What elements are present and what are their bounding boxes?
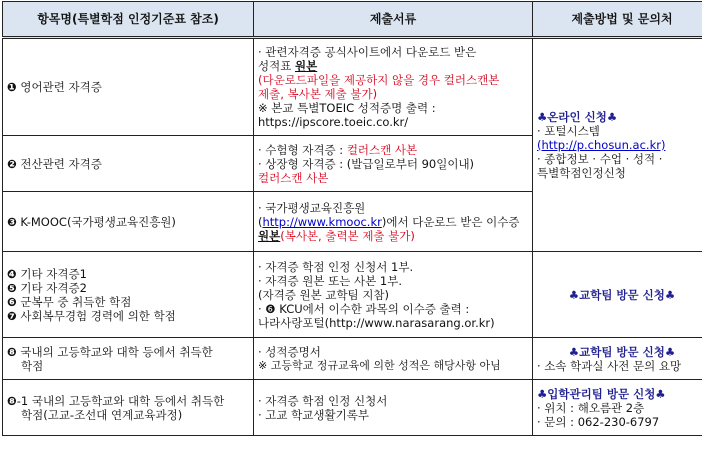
- method-line: · 위치 : 해오름관 2층: [537, 400, 645, 415]
- method-cell-admission: [533, 380, 702, 436]
- method-cell-office: [533, 252, 702, 338]
- item-label-cont: 학점(고교-조선대 연계교육과정): [21, 407, 183, 422]
- doc-line: · 국가평생교육진흥원: [258, 200, 366, 215]
- doc-line: · 고교 학교생활기록부: [258, 407, 369, 422]
- doc-line: ※ 본교 특별TOEIC 성적증명 출력 :: [258, 101, 436, 115]
- header-item-name: 항목명(특별학점 인정기준표 참조): [3, 2, 254, 38]
- method-line: · 소속 학과실 사전 문의 요망: [537, 358, 682, 373]
- item-label-cont: 학점: [21, 358, 44, 373]
- item-cell: [3, 338, 254, 380]
- docs-cell: [254, 252, 533, 338]
- doc-line: 성적표 원본: [258, 59, 318, 73]
- doc-note: 컬러스캔 사본: [258, 170, 329, 185]
- docs-cell: [254, 192, 533, 252]
- doc-line: · 상장형 자격증 : (발급일로부터 90일이내): [258, 156, 475, 171]
- table-row: [3, 252, 702, 338]
- table-header-row: [3, 2, 702, 38]
- item-cell: [3, 252, 254, 338]
- online-title: ♣온라인 신청♣: [537, 110, 618, 124]
- office-title: ♣교학팀 방문 신청♣: [568, 344, 676, 359]
- office-title: ♣교학팀 방문 신청♣: [568, 287, 676, 302]
- docs-cell: [254, 338, 533, 380]
- doc-line: · 자격증 원본 또는 사본 1부.: [258, 273, 402, 288]
- doc-line: · 자격증 학점 인정 신청서: [258, 393, 388, 408]
- method-line: 특별학점인정신청: [537, 166, 626, 180]
- admission-title: ♣입학관리팀 방문 신청♣: [537, 386, 666, 401]
- doc-line: · 수험형 자격증 : 컬러스캔 사본: [258, 142, 418, 157]
- doc-line: · ❻ KCU에서 이수한 과목의 이수증 출력 :: [258, 301, 470, 316]
- kmooc-link[interactable]: http://www.kmooc.kr: [262, 214, 382, 229]
- doc-line: · 관련자격증 공식사이트에서 다운로드 받은: [258, 45, 477, 59]
- narasarang-link[interactable]: 나라사랑포털(http://www.narasarang.or.kr): [258, 315, 495, 330]
- doc-line: · 성적증명서: [258, 344, 321, 359]
- docs-cell: [254, 380, 533, 436]
- item-label: ❸ K-MOOC(국가평생교육진흥원): [7, 214, 176, 229]
- item-label: ❺ 기타 자격증2: [7, 280, 87, 295]
- credit-table: [2, 1, 702, 436]
- item-cell: [3, 136, 254, 192]
- table-row: [3, 338, 702, 380]
- item-cell: [3, 380, 254, 436]
- item-label: ❽ 국내의 고등학교와 대학 등에서 취득한: [7, 344, 213, 359]
- toeic-url[interactable]: https://ipscore.toeic.co.kr/: [258, 115, 409, 129]
- item-label: ❶ 영어관련 자격증: [7, 80, 102, 94]
- header-method: 제출방법 및 문의처: [533, 2, 702, 38]
- method-line: · 포털시스템: [537, 124, 600, 138]
- item-cell: [3, 192, 254, 252]
- doc-note: (다운로드파일을 제공하지 않을 경우 컬러스캔본: [258, 73, 500, 87]
- item-label: ❼ 사회복무경험 경력에 의한 학점: [7, 308, 176, 323]
- doc-line: · 자격증 학점 인정 신청서 1부.: [258, 259, 414, 274]
- item-cell: [3, 38, 254, 136]
- doc-line: 원본(복사본, 출력본 제출 불가): [258, 228, 415, 243]
- table-row: [3, 380, 702, 436]
- doc-line: (http://www.kmooc.kr)에서 다운로드 받은 이수증: [258, 214, 520, 229]
- item-label: ❽-1 국내의 고등학교와 대학 등에서 취득한: [7, 393, 225, 408]
- docs-cell: [254, 136, 533, 192]
- doc-line: (자격증 원본 교학팀 지참): [258, 287, 390, 302]
- portal-link[interactable]: (http://p.chosun.ac.kr): [537, 138, 666, 152]
- method-line: · 종합정보 · 수업 · 성적 ·: [537, 152, 663, 166]
- docs-cell: [254, 38, 533, 136]
- item-label: ❷ 전산관련 자격증: [7, 156, 102, 171]
- method-cell-online: [533, 38, 702, 252]
- item-label: ❹ 기타 자격증1: [7, 266, 87, 281]
- doc-note: 제출, 복사본 제출 불가): [258, 87, 378, 101]
- item-label: ❻ 군복무 중 취득한 학점: [7, 294, 132, 309]
- method-cell-office2: [533, 338, 702, 380]
- method-line: · 문의 : 062-230-6797: [537, 414, 660, 429]
- table-row: [3, 38, 702, 136]
- header-documents: 제출서류: [254, 2, 533, 38]
- doc-line: ※ 고등학교 정규교육에 의한 성적은 해당사항 아님: [258, 358, 501, 372]
